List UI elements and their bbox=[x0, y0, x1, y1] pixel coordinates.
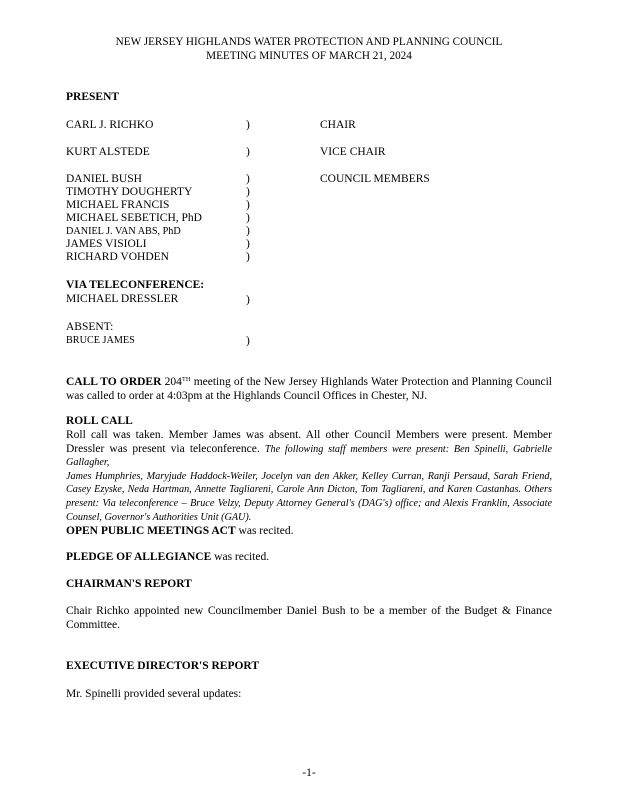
member-name: KURT ALSTEDE bbox=[66, 146, 150, 158]
executive-report-text: Mr. Spinelli provided several updates: bbox=[66, 688, 242, 700]
absent-name: BRUCE JAMES bbox=[66, 335, 135, 346]
call-to-order-text: meeting of the New Jersey Highlands Water Protection and Planning Council bbox=[190, 376, 553, 388]
open-meetings-line bbox=[66, 525, 293, 537]
call-to-order-heading: CALL TO ORDER bbox=[66, 376, 162, 388]
member-paren: ) bbox=[246, 173, 250, 185]
chairman-report-line-1: Chair Richko appointed new Councilmember Daniel Bush to be a member of the Budget & Finance bbox=[66, 605, 552, 617]
member-paren: ) bbox=[246, 146, 250, 158]
pledge-text: was recited. bbox=[211, 551, 270, 563]
roll-call-line-4: Casey Ezyske, Neda Hartman, Annette Tagliareni, Carole Ann Dicton, Tom Tagliareni, and Karen Castanhas. Others bbox=[66, 484, 552, 496]
pledge-heading: PLEDGE OF ALLEGIANCE bbox=[66, 551, 212, 563]
call-to-order-text-2: was called to order at 4:03pm at the Highlands Council Offices in Chester, NJ. bbox=[66, 389, 428, 402]
roll-call-line-1: Roll call was taken. Member James was absent. All other Council Members were present. Member bbox=[66, 429, 552, 441]
member-paren: ) bbox=[246, 225, 250, 237]
chairman-report-line-2: Committee. bbox=[66, 618, 120, 631]
chairman-report-heading: CHAIRMAN'S REPORT bbox=[66, 578, 192, 590]
header-subtitle: MEETING MINUTES OF MARCH 21, 2024 bbox=[206, 50, 412, 62]
member-name: CARL J. RICHKO bbox=[66, 119, 154, 131]
teleconference-paren: ) bbox=[246, 294, 250, 306]
member-name: TIMOTHY DOUGHERTY bbox=[66, 186, 193, 198]
chairman-report-paragraph bbox=[66, 605, 552, 632]
roll-call-line-5: present: Via teleconference – Bruce Velzy, Deputy Attorney General's (DAG's) office; and Alexis Franklin, Associate bbox=[66, 497, 552, 509]
open-meetings-heading: OPEN PUBLIC MEETINGS ACT bbox=[66, 525, 236, 537]
member-paren: ) bbox=[246, 119, 250, 131]
call-to-order-section bbox=[66, 376, 552, 403]
meeting-number: 204 bbox=[164, 376, 182, 388]
member-name: MICHAEL FRANCIS bbox=[66, 199, 170, 211]
roll-call-heading: ROLL CALL bbox=[66, 415, 133, 427]
member-paren: ) bbox=[246, 251, 250, 263]
member-name: DANIEL J. VAN ABS, PhD bbox=[66, 226, 181, 237]
page-number: -1- bbox=[302, 767, 316, 779]
member-role: COUNCIL MEMBERS bbox=[320, 173, 430, 185]
pledge-line bbox=[66, 551, 269, 563]
member-role: VICE CHAIR bbox=[320, 146, 386, 158]
teleconference-heading: VIA TELECONFERENCE: bbox=[66, 279, 205, 291]
roll-call-line-6: Counsel, Governor's Authorities Unit (GAU). bbox=[66, 511, 252, 523]
member-name: RICHARD VOHDEN bbox=[66, 251, 169, 263]
header-title: NEW JERSEY HIGHLANDS WATER PROTECTION AND PLANNING COUNCIL bbox=[115, 36, 503, 48]
executive-report-heading: EXECUTIVE DIRECTOR'S REPORT bbox=[66, 660, 260, 672]
member-paren: ) bbox=[246, 238, 250, 250]
member-paren: ) bbox=[246, 186, 250, 198]
roll-call-line-2a: Dressler was present via teleconference. bbox=[66, 442, 265, 455]
absent-heading: ABSENT: bbox=[66, 321, 114, 333]
roll-call-line-3: James Humphries, Maryjude Haddock-Weiler, Jocelyn van den Akker, Kelley Curran, Ranji Persaud, Sarah Friend, bbox=[66, 470, 552, 482]
member-paren: ) bbox=[246, 199, 250, 211]
member-name: MICHAEL SEBETICH, PhD bbox=[66, 212, 202, 224]
member-role: CHAIR bbox=[320, 119, 356, 131]
member-paren: ) bbox=[246, 212, 250, 224]
teleconference-name: MICHAEL DRESSLER bbox=[66, 293, 179, 305]
member-name: DANIEL BUSH bbox=[66, 173, 142, 185]
roll-call-line-2b: The following staff members were present: Ben Spinelli, Gabrielle Gallagher, bbox=[66, 443, 552, 469]
roll-call-paragraph bbox=[66, 429, 552, 524]
present-heading: PRESENT bbox=[66, 91, 120, 103]
open-meetings-text: was recited. bbox=[235, 525, 294, 537]
member-name: JAMES VISIOLI bbox=[66, 238, 147, 250]
meeting-number-suffix: TH bbox=[181, 376, 191, 383]
absent-paren: ) bbox=[246, 335, 250, 347]
